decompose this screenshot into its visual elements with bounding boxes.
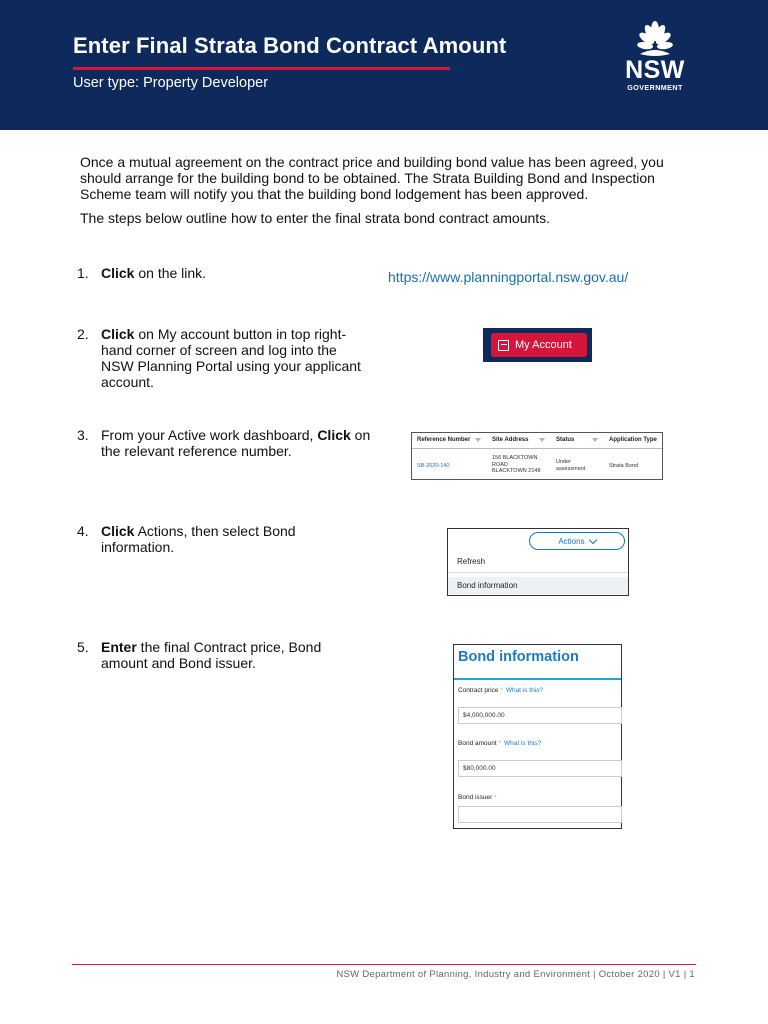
filter-icon[interactable] bbox=[592, 438, 598, 442]
step-3-number: 3. bbox=[77, 427, 89, 443]
page-title: Enter Final Strata Bond Contract Amount bbox=[73, 33, 507, 58]
menu-item-bond-information[interactable]: Bond information bbox=[448, 577, 628, 594]
step-2-bold: Click bbox=[101, 326, 135, 342]
title-underline bbox=[73, 67, 450, 70]
bond-information-form bbox=[453, 644, 622, 829]
required-star: * bbox=[494, 794, 497, 801]
step-4-rest: Actions, then select Bond information. bbox=[101, 523, 296, 555]
actions-menu-screenshot bbox=[447, 528, 629, 596]
step-3-bold: Click bbox=[317, 427, 351, 443]
col-site-address: Site Address bbox=[492, 437, 529, 443]
step-1-text bbox=[101, 265, 371, 281]
col-reference-number: Reference Number bbox=[417, 437, 471, 443]
application-type-cell: Strata Bond bbox=[609, 463, 639, 469]
actions-button[interactable] bbox=[529, 532, 625, 550]
step-1-number: 1. bbox=[77, 265, 89, 281]
bond-amount-label bbox=[458, 740, 541, 747]
my-account-button[interactable] bbox=[491, 333, 587, 357]
bond-form-title: Bond information bbox=[458, 649, 579, 665]
step-5-bold: Enter bbox=[101, 639, 137, 655]
step-4-number: 4. bbox=[77, 523, 89, 539]
bond-issuer-label bbox=[458, 794, 497, 801]
page-header bbox=[0, 0, 768, 130]
bond-issuer-label-text: Bond issuer bbox=[458, 794, 493, 801]
address-line-3: BLACKTOWN 2148 bbox=[492, 468, 541, 474]
actions-label: Actions bbox=[558, 536, 585, 546]
planning-portal-link[interactable]: https://www.planningportal.nsw.gov.au/ bbox=[388, 269, 629, 285]
step-3-pre: From your Active work dashboard, bbox=[101, 427, 318, 443]
user-type-subtitle: User type: Property Developer bbox=[73, 75, 269, 91]
table-header bbox=[412, 433, 662, 449]
logo-government-word: GOVERNMENT bbox=[627, 83, 683, 92]
intro-text bbox=[80, 154, 680, 234]
site-address-cell bbox=[492, 455, 541, 475]
footer-divider bbox=[72, 964, 696, 965]
step-4-text bbox=[101, 523, 371, 555]
col-status: Status bbox=[556, 437, 575, 443]
step-5-text bbox=[101, 639, 371, 671]
step-1-rest: on the link. bbox=[134, 265, 207, 281]
step-2-text bbox=[101, 326, 371, 390]
what-is-this-link[interactable]: What is this? bbox=[504, 740, 542, 747]
menu-item-refresh[interactable]: Refresh bbox=[457, 557, 486, 566]
bond-amount-label-text: Bond amount bbox=[458, 740, 497, 747]
address-line-2: ROAD bbox=[492, 461, 508, 468]
bond-issuer-input[interactable] bbox=[458, 806, 622, 823]
status-line-1: Under bbox=[556, 459, 571, 465]
what-is-this-link[interactable]: What is this? bbox=[505, 687, 544, 694]
address-line-1: 156 BLACKTOWN bbox=[492, 455, 538, 461]
bond-amount-input[interactable]: $80,000.00 bbox=[458, 760, 622, 777]
bond-title-rule bbox=[454, 678, 621, 680]
status-line-2: assessment bbox=[556, 465, 586, 472]
required-star: * bbox=[500, 687, 503, 694]
footer-text: NSW Department of Planning, Industry and Environment | October 2020 | V1 | 1 bbox=[336, 969, 695, 980]
required-star: * bbox=[498, 740, 502, 747]
intro-paragraph-1: Once a mutual agreement on the contract price and building bond value has been agreed, you should arrange for the building bond to be obtained. The Strata Building Bond and Inspection Scheme team will notify you that the building bond lodgement has been approved. bbox=[80, 154, 664, 202]
login-icon bbox=[498, 340, 509, 351]
filter-icon[interactable] bbox=[475, 438, 481, 442]
contract-price-label-text: Contract price bbox=[458, 687, 499, 694]
step-3-text bbox=[101, 427, 371, 459]
step-2-rest: on My account button in top right-hand corner of screen and log into the NSW Planning Portal using your applicant account. bbox=[101, 326, 361, 390]
step-4-bold: Click bbox=[101, 523, 135, 539]
contract-price-input[interactable]: $4,000,000.00 bbox=[458, 707, 622, 724]
chevron-down-icon bbox=[588, 535, 596, 543]
step-5-number: 5. bbox=[77, 639, 89, 655]
step-3-rest: on the relevant reference number. bbox=[101, 427, 371, 459]
step-1-bold: Click bbox=[101, 265, 135, 281]
reference-number-link[interactable]: SB-2020-140 bbox=[417, 463, 450, 469]
active-work-table bbox=[411, 432, 663, 480]
status-cell bbox=[556, 459, 585, 472]
step-5-rest: the final Contract price, Bond amount and Bond issuer. bbox=[101, 639, 322, 671]
contract-price-label bbox=[458, 687, 543, 694]
filter-icon[interactable] bbox=[539, 438, 545, 442]
intro-paragraph-2: The steps below outline how to enter the final strata bond contract amounts. bbox=[80, 210, 551, 226]
my-account-label: My Account bbox=[515, 339, 572, 351]
col-application-type: Application Type bbox=[609, 437, 657, 443]
step-2-number: 2. bbox=[77, 326, 89, 342]
menu-divider bbox=[448, 572, 628, 573]
logo-nsw-word: NSW bbox=[625, 56, 685, 84]
nsw-government-logo bbox=[618, 20, 692, 94]
